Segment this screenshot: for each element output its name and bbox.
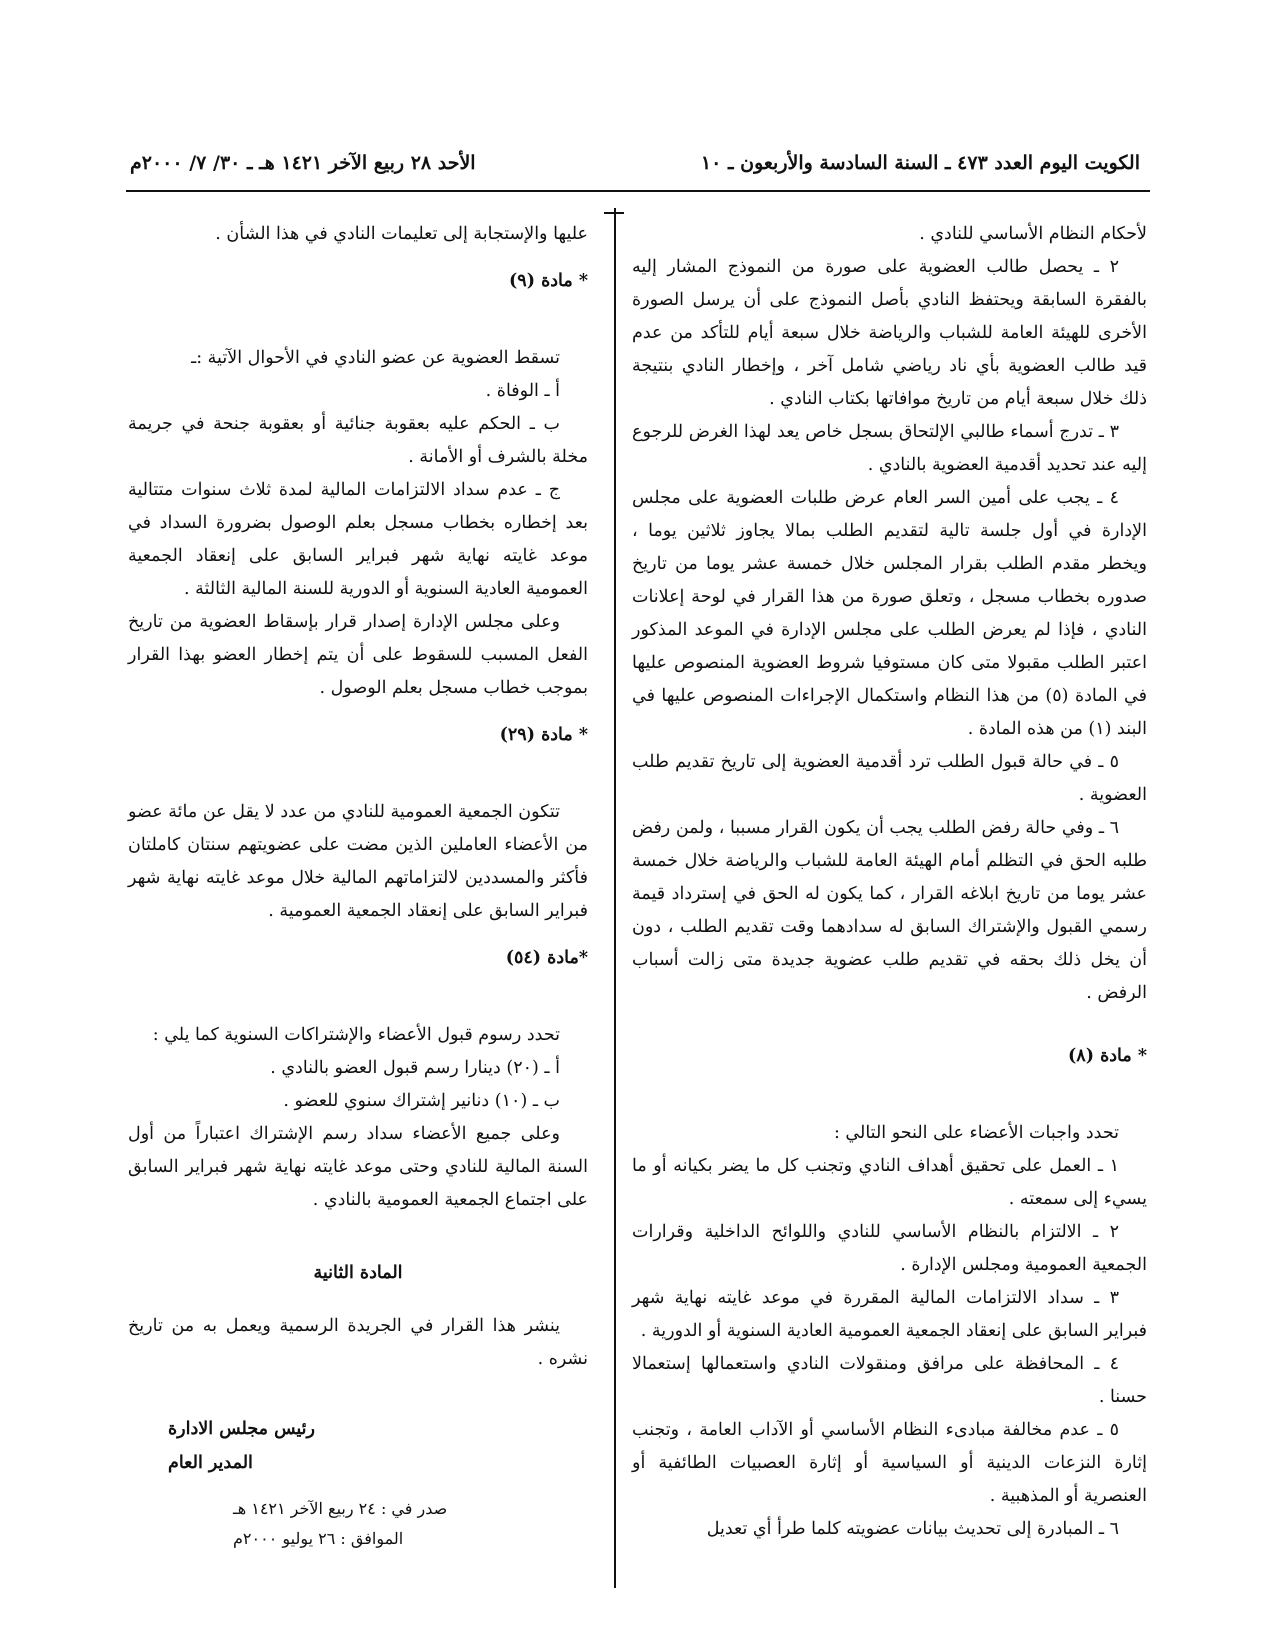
paragraph: تسقط العضوية عن عضو النادي في الأحوال الآتية :ـ xyxy=(191,348,560,368)
paragraph: ٤ ـ يجب على أمين السر العام عرض طلبات العضوية على مجلس الإدارة في أول جلسة تالية لتقديم الطلب بمالا يجاوز ثلاثين يوما ، ويخطر مقدم الطلب بقرار المجلس خلال خمسة عشر يوما من تاريخ صدوره بخطاب مسجل ، وتعلق صورة من هذا القرار في لوحة إعلانات النادي ، فإذا لم يعرض الطلب على مجلس الإدارة في الموعد المذكور اعتبر الطلب مقبولا متى كان مستوفيا شروط العضوية المنصوص عليها في المادة (٥) من هذا النظام واستكمال الإجراءات المنصوص عليها في البند (١) من هذه المادة . xyxy=(632,488,1147,739)
list-item: ب ـ (١٠) دنانير إشتراك سنوي للعضو . xyxy=(283,1091,560,1111)
paragraph: ٣ ـ تدرج أسماء طالبي الإلتحاق بسجل خاص يعد لهذا الغرض للرجوع إليه عند تحديد أقدمية العضوية بالنادي . xyxy=(632,422,1147,475)
paragraph: ٦ ـ وفي حالة رفض الطلب يجب أن يكون القرار مسببا ، ولمن رفض طلبه الحق في التظلم أمام الهيئة العامة للشباب والرياضة خلال خمسة عشر يوما من تاريخ ابلاغه القرار ، كما يكون له الحق في إسترداد قيمة رسمي القبول والإشتراك السابق له سدادهما وقت تقديم الطلب ، دون أن يخل ذلك بحقه في تقديم طلب عضوية جديدة متى زالت أسباب الرفض . xyxy=(632,818,1147,1003)
issue-date-hijri: صدر في : ٢٤ ربيع الآخر ١٤٢١ هـ xyxy=(233,1499,448,1518)
paragraph: ٥ ـ في حالة قبول الطلب ترد أقدمية العضوية إلى تاريخ تقديم طلب العضوية . xyxy=(632,752,1147,805)
paragraph: عليها والإستجابة إلى تعليمات النادي في هذا الشأن . xyxy=(215,224,588,244)
divider-cross xyxy=(604,212,624,214)
signature-block xyxy=(128,1412,588,1480)
list-item: ٤ ـ المحافظة على مرافق ومنقولات النادي واستعمالها إستعمالا حسنا . xyxy=(632,1354,1147,1407)
issue-dates xyxy=(128,1494,588,1554)
paragraph: تتكون الجمعية العمومية للنادي من عدد لا يقل عن مائة عضو من الأعضاء العاملين الذين مضت على عضويتهم سنتان كاملتان فأكثر والمسددين لالتزاماتهم المالية خلال موعد غايته نهاية شهر فبراير السابق على إنعقاد الجمعية العمومية . xyxy=(128,802,588,921)
list-item: ب ـ الحكم عليه بعقوبة جنائية أو بعقوبة جنحة في جريمة مخلة بالشرف أو الأمانة . xyxy=(128,414,588,467)
list-item: ١ ـ العمل على تحقيق أهداف النادي وتجنب كل ما يضر بكيانه أو ما يسيء إلى سمعته . xyxy=(632,1156,1147,1209)
list-item: ٣ ـ سداد الالتزامات المالية المقررة في موعد غايته نهاية شهر فبراير السابق على إنعقاد الجمعية العمومية العادية السنوية أو الدورية . xyxy=(632,1288,1147,1341)
list-item: ٥ ـ عدم مخالفة مبادىء النظام الأساسي أو الآداب العامة ، وتجنب إثارة النزعات الدينية أو السياسية أو إثارة العصبيات الطائفية أو العنصرية أو المذهبية . xyxy=(632,1420,1147,1506)
column-divider xyxy=(614,208,616,1588)
paragraph: تحدد واجبات الأعضاء على النحو التالي : xyxy=(833,1123,1119,1143)
article-heading: * مادة (٩) xyxy=(509,271,588,291)
header-date: الأحد ٢٨ ربيع الآخر ١٤٢١ هـ ـ ٣٠/ ٧/ ٢٠٠٠م xyxy=(130,152,476,174)
signature-title: رئيس مجلس الادارة xyxy=(168,1419,315,1439)
paragraph: وعلى جميع الأعضاء سداد رسم الإشتراك اعتباراً من أول السنة المالية للنادي وحتى موعد غايته نهاية شهر فبراير السابق على اجتماع الجمعية العمومية بالنادي . xyxy=(128,1124,588,1210)
article-heading: المادة الثانية xyxy=(313,1263,403,1283)
header-rule xyxy=(126,190,1150,192)
paragraph: تحدد رسوم قبول الأعضاء والإشتراكات السنوية كما يلي : xyxy=(152,1025,560,1045)
paragraph: ٢ ـ يحصل طالب العضوية على صورة من النموذج المشار إليه بالفقرة السابقة ويحتفظ النادي بأصل النموذج على أن يرسل الصورة الأخرى للهيئة العامة للشباب والرياضة خلال سبعة أيام للتأكد من عدم قيد طالب العضوية بأي ناد رياضي شامل آخر ، وإخطار النادي بنتيجة ذلك خلال سبعة أيام من تاريخ موافاتها بكتاب النادي . xyxy=(632,257,1147,409)
list-item: أ ـ الوفاة . xyxy=(485,381,560,401)
article-heading: * مادة (٢٩) xyxy=(499,725,588,745)
signature-title: المدير العام xyxy=(168,1453,253,1473)
header-issue: الكويت اليوم العدد ٤٧٣ ـ السنة السادسة والأربعون ـ ١٠ xyxy=(700,152,1140,174)
left-column xyxy=(128,218,588,1554)
list-item: ج ـ عدم سداد الالتزامات المالية لمدة ثلاث سنوات متتالية بعد إخطاره بخطاب مسجل بعلم الوصول بضرورة السداد في موعد غايته نهاية شهر فبراير السابق على إنعقاد الجمعية العمومية العادية السنوية أو الدورية للسنة المالية الثالثة . xyxy=(128,480,588,599)
paragraph: ينشر هذا القرار في الجريدة الرسمية ويعمل به من تاريخ نشره . xyxy=(128,1316,588,1369)
article-heading: *مادة (٥٤) xyxy=(505,948,588,968)
paragraph: لأحكام النظام الأساسي للنادي . xyxy=(919,224,1147,244)
issue-date-gregorian: الموافق : ٢٦ يوليو ٢٠٠٠م xyxy=(233,1529,404,1548)
right-column xyxy=(632,218,1147,1546)
paragraph: وعلى مجلس الإدارة إصدار قرار بإسقاط العضوية من تاريخ الفعل المسبب للسقوط على أن يتم إخطار العضو بهذا القرار بموجب خطاب مسجل بعلم الوصول . xyxy=(128,612,588,698)
article-heading: * مادة (٨) xyxy=(1068,1046,1147,1066)
list-item: ٦ ـ المبادرة إلى تحديث بيانات عضويته كلما طرأ أي تعديل xyxy=(706,1519,1119,1539)
list-item: أ ـ (٢٠) دينارا رسم قبول العضو بالنادي . xyxy=(270,1058,560,1078)
list-item: ٢ ـ الالتزام بالنظام الأساسي للنادي واللوائح الداخلية وقرارات الجمعية العمومية ومجلس الإدارة . xyxy=(632,1222,1147,1275)
